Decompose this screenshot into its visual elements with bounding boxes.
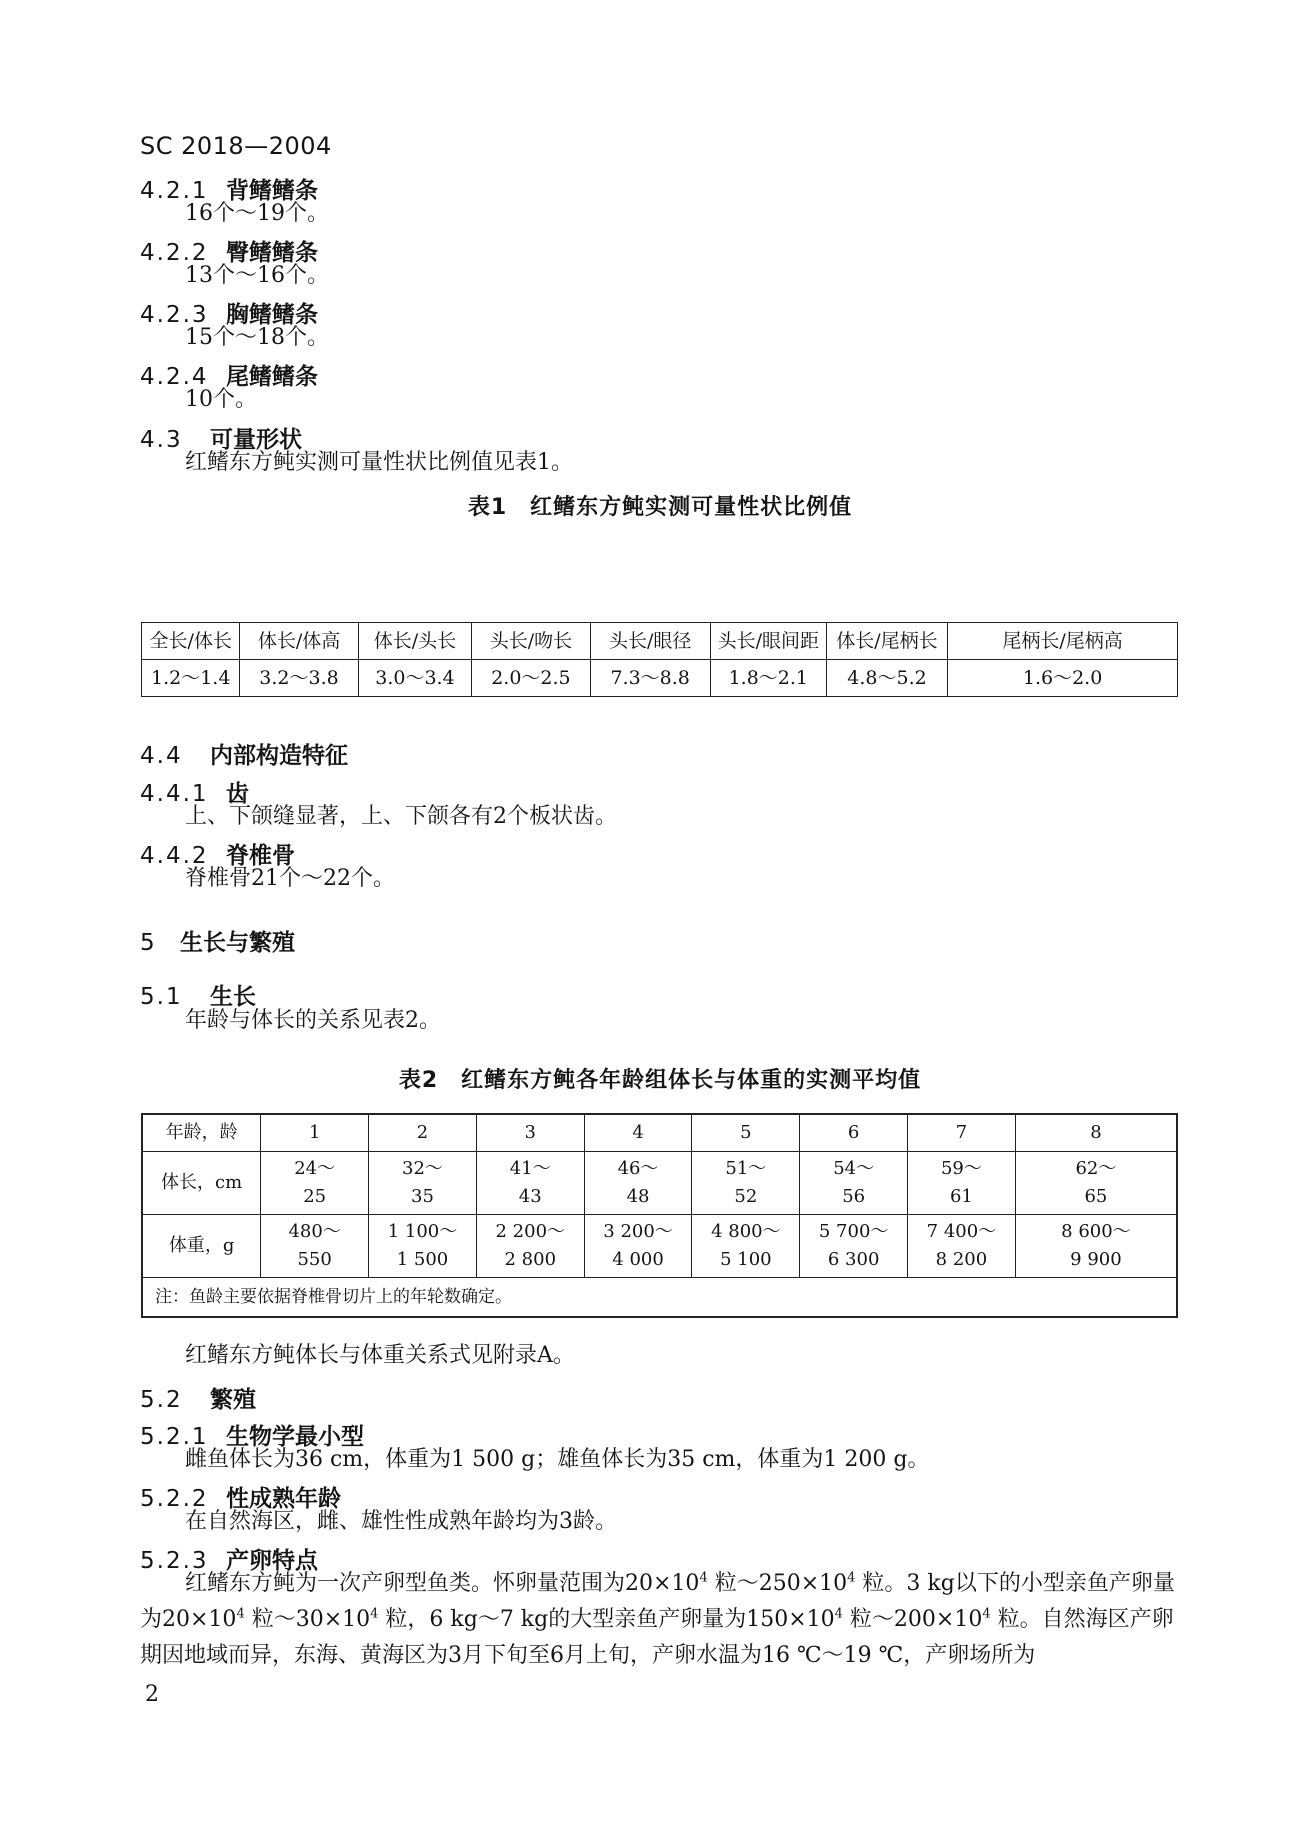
section-4-4-1-text: 上、下颌缝显著，上、下颌各有2个板状齿。	[185, 804, 617, 829]
table-cell: 1	[261, 1114, 369, 1152]
table-cell: 5	[692, 1114, 800, 1152]
range-min: 62～	[1075, 1158, 1117, 1179]
row-label: 体长，cm	[142, 1152, 261, 1215]
superscript: 4	[370, 1606, 379, 1622]
table-1-value-row	[142, 660, 1178, 697]
table-cell	[800, 1152, 908, 1215]
table-2	[141, 1113, 1178, 1318]
range-min: 2 200～	[495, 1221, 566, 1242]
section-number: 4.4	[140, 743, 183, 769]
range-min: 59～	[940, 1158, 982, 1179]
table-header-cell: 体长/尾柄长	[826, 623, 947, 660]
section-number: 4.2.3	[140, 302, 209, 328]
section-number: 5.1	[140, 984, 183, 1010]
table-header-cell: 头长/吻长	[472, 623, 590, 660]
range-min: 1 100～	[387, 1221, 458, 1242]
table-cell	[908, 1152, 1016, 1215]
superscript: 4	[236, 1606, 245, 1622]
range-max: 25	[303, 1186, 327, 1207]
table-cell: 1.6～2.0	[948, 660, 1178, 697]
range-min: 32～	[402, 1158, 443, 1179]
section-title: 背鳍鳍条	[226, 178, 318, 204]
table-cell	[584, 1152, 692, 1215]
range-max: 48	[626, 1186, 650, 1207]
section-title: 胸鳍鳍条	[226, 302, 318, 328]
table-cell: 8	[1015, 1114, 1177, 1152]
table-2-note-row	[142, 1278, 1177, 1318]
range-max: 2 800	[504, 1249, 557, 1270]
section-number: 5	[140, 930, 157, 956]
section-4-3-text: 红鳍东方鲀实测可量性状比例值见表1。	[185, 450, 573, 475]
section-4-4-heading	[140, 737, 348, 770]
range-max: 1 500	[396, 1249, 449, 1270]
table-cell: 3.2～3.8	[240, 660, 358, 697]
table-2-weight-row	[142, 1215, 1177, 1278]
text-run: 红鳍东方鲀为一次产卵型鱼类。怀卵量范围为20×10	[185, 1571, 700, 1596]
superscript: 4	[847, 1570, 856, 1586]
table-cell: 2.0～2.5	[472, 660, 590, 697]
table-cell	[261, 1215, 369, 1278]
table-cell	[908, 1215, 1016, 1278]
range-min: 51～	[725, 1158, 767, 1179]
table-1-title: 表1 红鳍东方鲀实测可量性状比例值	[467, 495, 853, 520]
section-title: 脊椎骨	[226, 843, 295, 869]
range-max: 6 300	[827, 1249, 880, 1270]
table-cell	[584, 1215, 692, 1278]
table-header-cell: 全长/体长	[142, 623, 240, 660]
row-label: 年龄，龄	[142, 1114, 261, 1152]
text-run: 粒～250×10	[707, 1571, 848, 1596]
table-cell	[369, 1152, 477, 1215]
table-cell	[692, 1152, 800, 1215]
section-4-4-2-text: 脊椎骨21个～22个。	[185, 866, 395, 891]
table-header-cell: 体长/体高	[240, 623, 358, 660]
section-number: 4.2.4	[140, 364, 209, 390]
section-4-2-1-text: 16个～19个。	[185, 201, 329, 226]
section-4-2-2-text: 13个～16个。	[185, 263, 329, 288]
section-title: 内部构造特征	[210, 743, 348, 769]
section-title: 性成熟年龄	[226, 1486, 341, 1512]
range-min: 7 400～	[926, 1221, 997, 1242]
table-2-age-row	[142, 1114, 1177, 1152]
text-run: 粒～200×10	[842, 1607, 983, 1632]
table-cell: 3	[476, 1114, 584, 1152]
range-min: 46～	[617, 1158, 659, 1179]
after-table-2-text: 红鳍东方鲀体长与体重关系式见附录A。	[185, 1343, 575, 1368]
table-cell	[369, 1215, 477, 1278]
table-2-title: 表2 红鳍东方鲀各年龄组体长与体重的实测平均值	[398, 1068, 922, 1093]
range-max: 9 900	[1070, 1249, 1122, 1270]
section-title: 生长与繁殖	[180, 930, 295, 956]
section-title: 可量形状	[210, 427, 302, 453]
range-min: 54～	[833, 1158, 875, 1179]
paragraph-body	[140, 1566, 1180, 1674]
section-number: 4.4.1	[140, 781, 209, 807]
text-run: 粒。3 kg以下的小型亲鱼产卵量为20×10	[140, 1571, 1175, 1632]
section-5-2-2-text: 在自然海区，雌、雄性性成熟年龄均为3龄。	[185, 1509, 617, 1534]
text-run: 粒～30×10	[244, 1607, 371, 1632]
section-title: 尾鳍鳍条	[226, 364, 318, 390]
table-cell: 7	[908, 1114, 1016, 1152]
section-number: 4.3	[140, 427, 183, 453]
range-max: 35	[411, 1186, 434, 1207]
range-max: 43	[518, 1186, 542, 1207]
section-title: 繁殖	[210, 1387, 256, 1413]
range-max: 65	[1084, 1186, 1108, 1207]
range-max: 61	[949, 1186, 973, 1207]
range-max: 56	[842, 1186, 866, 1207]
table-cell	[261, 1152, 369, 1215]
section-number: 5.2	[140, 1387, 183, 1413]
table-header-cell: 头长/眼径	[590, 623, 710, 660]
range-max: 8 200	[935, 1249, 988, 1270]
row-label: 体重，g	[142, 1215, 261, 1278]
range-min: 24～	[294, 1158, 336, 1179]
text-run: 粒，6 kg～7 kg的大型亲鱼产卵量为150×10	[378, 1607, 835, 1632]
table-cell: 6	[800, 1114, 908, 1152]
text-run: 粒。自然海区产卵期因地域而异，东海、黄海区为3月下旬至6月上旬，产卵水温为16 ℃～19 ℃，产卵场所为	[140, 1607, 1174, 1668]
table-header-cell: 尾柄长/尾柄高	[948, 623, 1178, 660]
range-max: 4 000	[612, 1249, 664, 1270]
range-min: 8 600～	[1061, 1221, 1131, 1242]
section-5-heading	[140, 924, 295, 957]
table-1-header-row	[142, 623, 1178, 660]
section-4-2-3-text: 15个～18个。	[185, 325, 329, 350]
range-max: 5 100	[720, 1249, 772, 1270]
table-cell: 1.8～2.1	[710, 660, 826, 697]
section-5-2-1-text: 雌鱼体长为36 cm，体重为1 500 g；雄鱼体长为35 cm，体重为1 200 g。	[185, 1447, 930, 1472]
table-cell	[800, 1215, 908, 1278]
table-note: 注：鱼龄主要依据脊椎骨切片上的年轮数确定。	[142, 1278, 1177, 1318]
table-cell: 4	[584, 1114, 692, 1152]
table-cell: 2	[369, 1114, 477, 1152]
table-2-length-row	[142, 1152, 1177, 1215]
table-cell: 3.0～3.4	[358, 660, 472, 697]
section-5-1-text: 年龄与体长的关系见表2。	[185, 1008, 441, 1033]
section-number: 4.2.1	[140, 178, 209, 204]
table-cell: 4.8～5.2	[826, 660, 947, 697]
range-min: 4 800～	[711, 1221, 781, 1242]
table-cell	[1015, 1215, 1177, 1278]
table-cell	[692, 1215, 800, 1278]
table-cell	[476, 1152, 584, 1215]
page-number: 2	[145, 1682, 159, 1707]
standard-code: SC 2018—2004	[140, 132, 332, 160]
section-number: 5.2.2	[140, 1486, 209, 1512]
section-title: 臀鳍鳍条	[226, 240, 318, 266]
section-title: 生长	[210, 984, 256, 1010]
section-number: 5.2.3	[140, 1548, 209, 1574]
range-min: 41～	[509, 1158, 551, 1179]
range-max: 52	[734, 1186, 758, 1207]
section-title: 生物学最小型	[226, 1424, 364, 1450]
range-min: 480～	[288, 1221, 341, 1242]
superscript: 4	[834, 1606, 843, 1622]
table-header-cell: 体长/头长	[358, 623, 472, 660]
section-number: 4.2.2	[140, 240, 209, 266]
table-header-cell: 头长/眼间距	[710, 623, 826, 660]
superscript: 4	[982, 1606, 991, 1622]
table-cell: 1.2～1.4	[142, 660, 240, 697]
table-cell: 7.3～8.8	[590, 660, 710, 697]
section-4-2-4-text: 10个。	[185, 387, 257, 412]
section-title: 齿	[226, 781, 249, 807]
table-1	[141, 622, 1178, 697]
range-max: 550	[297, 1249, 332, 1270]
section-number: 4.4.2	[140, 843, 209, 869]
section-5-2-heading	[140, 1381, 256, 1414]
superscript: 4	[699, 1570, 708, 1586]
section-number: 5.2.1	[140, 1424, 209, 1450]
section-5-2-3-text	[140, 1566, 1180, 1674]
table-cell	[476, 1215, 584, 1278]
section-title: 产卵特点	[226, 1548, 318, 1574]
range-min: 3 200～	[603, 1221, 673, 1242]
table-cell	[1015, 1152, 1177, 1215]
range-min: 5 700～	[818, 1221, 889, 1242]
